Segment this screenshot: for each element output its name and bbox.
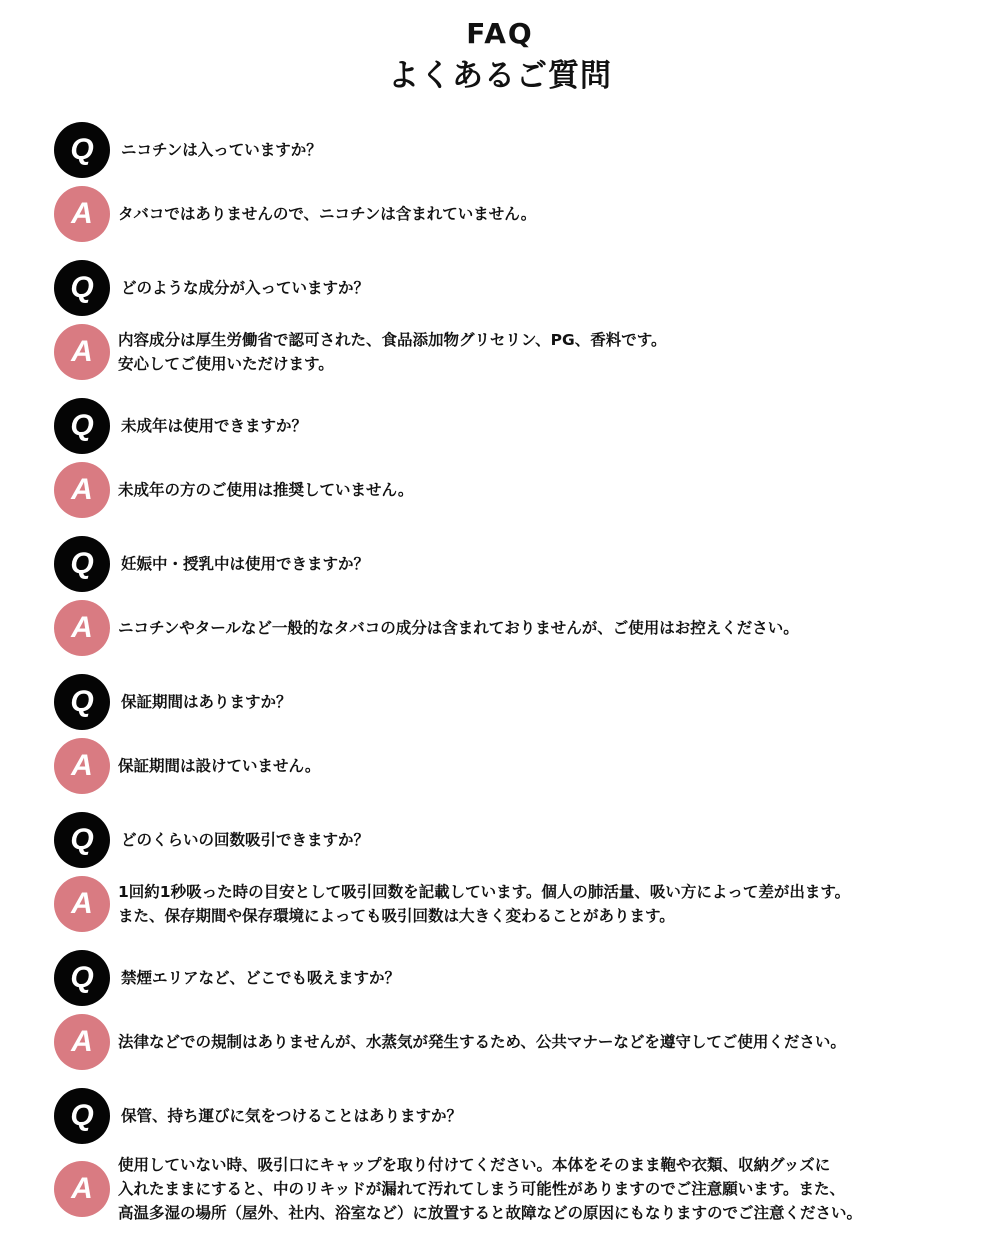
q-badge: Q [54,1088,110,1144]
a-badge: A [54,186,110,242]
question-line: 妊娠中・授乳中は使用できますか？ [121,555,370,573]
question-text [121,674,292,730]
answer-text [118,186,536,242]
faq-question-4 [54,536,954,592]
answer-text [118,1156,863,1222]
faq-question-6 [54,812,954,868]
faq-question-5 [54,674,954,730]
answer-line: 未成年の方のご使用は推奨していません。 [118,481,414,499]
question-text [121,398,307,454]
faq-answer-5 [54,738,954,794]
question-text [121,536,369,592]
answer-line: タバコではありませんので、ニコチンは含まれていません。 [118,205,537,223]
question-line: 禁煙エリアなど、どこでも吸えますか？ [121,969,401,987]
answer-text [118,462,413,518]
faq-question-3 [54,398,954,454]
a-badge: A [54,1161,110,1217]
faq-question-1 [54,122,954,178]
q-badge: Q [54,950,110,1006]
faq-answer-2 [54,324,954,380]
answer-line: 使用していない時、吸引口にキャップを取り付けてください。本体をそのまま鞄や衣類、収納グッズに [118,1156,831,1174]
question-line: ニコチンは入っていますか？ [121,141,322,159]
page-header [0,14,1000,98]
faq-answer-7 [54,1014,954,1070]
q-badge: Q [54,536,110,592]
question-text [121,950,400,1006]
page-title-en: FAQ [466,17,534,50]
question-text [121,812,369,868]
faq-answer-3 [54,462,954,518]
q-badge: Q [54,812,110,868]
question-text [121,260,369,316]
question-line: 保管、持ち運びに気をつけることはありますか？ [121,1107,463,1125]
answer-line: 法律などでの規制はありませんが、水蒸気が発生するため、公共マナーなどを遵守してご使用ください。 [118,1033,846,1051]
question-line: 保証期間はありますか？ [121,693,292,711]
answer-line: 内容成分は厚生労働省で認可された、食品添加物グリセリン、PG、香料です。 [118,331,667,349]
answer-text [118,324,666,380]
answer-line: 高温多湿の場所（屋外、社内、浴室など）に放置すると故障などの原因にもなりますのでご注意ください。 [118,1204,863,1222]
q-badge: Q [54,398,110,454]
faq-question-8 [54,1088,954,1144]
question-text [121,1088,462,1144]
answer-text [118,738,320,794]
answer-line: 1回約1秒吸った時の目安として吸引回数を記載しています。個人の肺活量、吸い方によって差が出ます。 [118,883,851,901]
q-badge: Q [54,122,110,178]
answer-line: ニコチンやタールなど一般的なタバコの成分は含まれておりませんが、ご使用はお控えください。 [118,619,799,637]
answer-line: 保証期間は設けていません。 [118,757,321,775]
question-line: 未成年は使用できますか？ [121,417,308,435]
answer-text [118,1014,846,1070]
a-badge: A [54,1014,110,1070]
question-line: どのような成分が入っていますか？ [121,279,370,297]
page-title-ja: よくあるご質問 [388,58,612,94]
question-line: どのくらいの回数吸引できますか？ [121,831,370,849]
answer-line: 入れたままにすると、中のリキッドが漏れて汚れてしまう可能性がありますのでご注意願います。また、 [118,1180,845,1198]
q-badge: Q [54,674,110,730]
faq-answer-4 [54,600,954,656]
faq-answer-6 [54,876,954,932]
answer-text [118,600,799,656]
a-badge: A [54,738,110,794]
q-badge: Q [54,260,110,316]
faq-question-7 [54,950,954,1006]
answer-text [118,876,850,932]
a-badge: A [54,876,110,932]
faq-question-2 [54,260,954,316]
a-badge: A [54,600,110,656]
faq-answer-1 [54,186,954,242]
a-badge: A [54,462,110,518]
answer-line: また、保存期間や保存環境によっても吸引回数は大きく変わることがあります。 [118,907,675,925]
answer-line: 安心してご使用いただけます。 [118,355,334,373]
a-badge: A [54,324,110,380]
faq-answer-8 [54,1156,954,1222]
question-text [121,122,322,178]
